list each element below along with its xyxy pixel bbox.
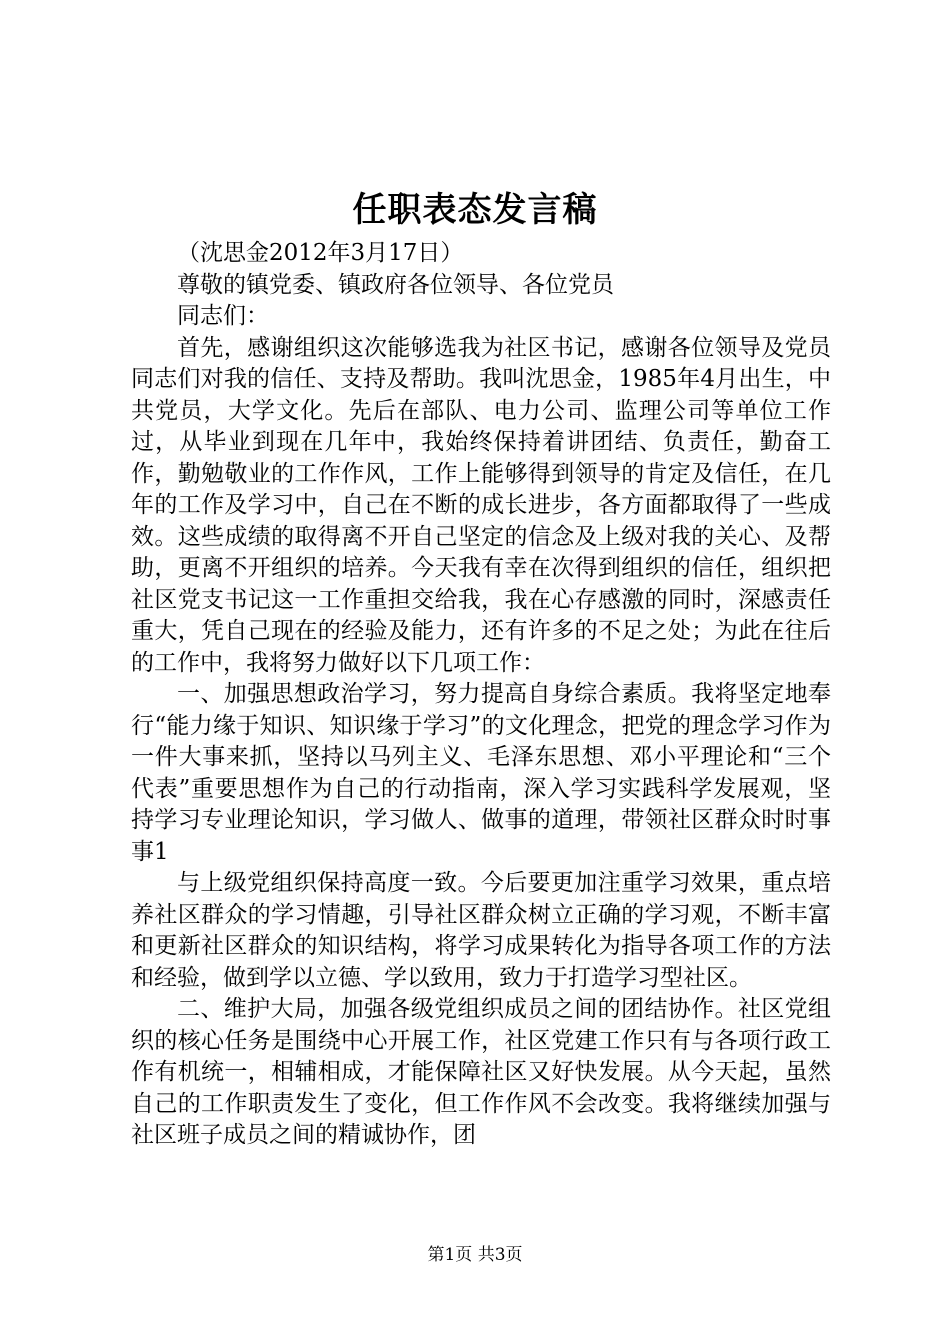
page-footer: 第1页 共3页 bbox=[427, 1245, 523, 1265]
salutation-line-2: 同志们： bbox=[177, 303, 269, 329]
paragraph-point-1: 一、加强思想政治学习，努力提高自身综合素质。我将坚定地奉行“能力缘于知识、知识缘于学习”的文化理念，把党的理念学习作为一件大事来抓，坚持以马列主义、毛泽东思想、邓小平理论和“三个代表”重要思想作为自己的行动指南，深入学习实践科学发展观，坚持学习专业理论知识，学习做人、做事的道理，带领社区群众时时事事1 bbox=[131, 681, 831, 865]
document-title: 任职表态发言稿 bbox=[352, 190, 598, 230]
document-body bbox=[131, 238, 831, 1152]
paragraph-point-2: 二、维护大局，加强各级党组织成员之间的团结协作。社区党组织的核心任务是围绕中心开展工作，社区党建工作只有与各项行政工作有机统一，相辅相成，才能保障社区又好快发展。从今天起，虽然自己的工作职责发生了变化，但工作作风不会改变。我将继续加强与社区班子成员之间的精诚协作，团 bbox=[131, 996, 831, 1148]
salutation-line: 尊敬的镇党委、镇政府各位领导、各位党员 bbox=[177, 271, 614, 298]
date-line: （沈思金2012年3月17日） bbox=[177, 240, 464, 266]
paragraph-intro: 首先，感谢组织这次能够选我为社区书记，感谢各位领导及党员同志们对我的信任、支持及帮助。我叫沈思金，1985年4月出生，中共党员，大学文化。先后在部队、电力公司、监理公司等单位工作过，从毕业到现在几年中，我始终保持着讲团结、负责任，勤奋工作，勤勉敬业的工作作风，工作上能够得到领导的肯定及信任，在几年的工作及学习中，自己在不断的成长进步，各方面都取得了一些成效。这些成绩的取得离不开自己坚定的信念及上级对我的关心、及帮助，更离不开组织的培养。今天我有幸在次得到组织的信任，组织把社区党支书记这一工作重担交给我，我在心存感激的同时，深感责任重大，凭自己现在的经验及能力，还有许多的不足之处；为此在往后的工作中，我将努力做好以下几项工作： bbox=[131, 334, 831, 676]
paragraph-point-1-cont: 与上级党组织保持高度一致。今后要更加注重学习效果，重点培养社区群众的学习情趣，引导社区群众树立正确的学习观，不断丰富和更新社区群众的知识结构，将学习成果转化为指导各项工作的方法和经验，做到学以立德、学以致用，致力于打造学习型社区。 bbox=[131, 870, 831, 991]
